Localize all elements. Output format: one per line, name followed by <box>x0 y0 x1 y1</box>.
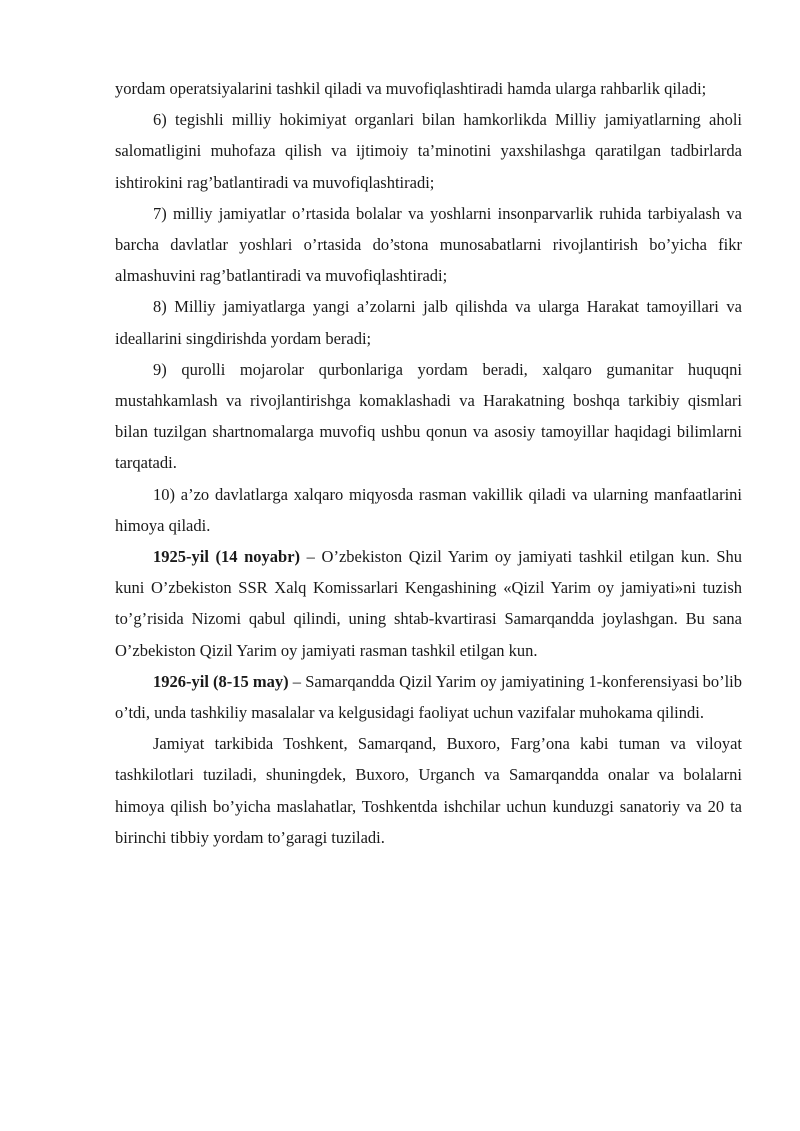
paragraph-1925-text: – O’zbekiston Qizil Yarim oy jamiyati tashkil etilgan kun. Shu kuni O’zbekiston SSR Xalq Komissarlari Kengashining «Qizil Yarim oy jamiyati»ni tuzish to’g’risida Nizomi qabul qilindi, uning shtab-kvartirasi Samarqandda joylashgan. Bu sana O’zbekiston Qizil Yarim oy jamiyati rasman tashkil etilgan kun. <box>115 547 742 660</box>
paragraph-continuation: yordam operatsiyalarini tashkil qiladi va muvofiqlashtiradi hamda ularga rahbarlik qiladi; <box>115 79 707 98</box>
paragraph-final: Jamiyat tarkibida Toshkent, Samarqand, Buxoro, Farg’ona kabi tuman va viloyat tashkilotlari tuziladi, shuningdek, Buxoro, Urganch va Samarqandda onalar va bolalarni himoya qilish bo’yicha maslahatlar, Toshkentda ishchilar uchun kunduzgi sanatoriy va 20 ta birinchi tibbiy yordam to’garagi tuziladi. <box>115 734 742 847</box>
paragraph-item-8: 8) Milliy jamiyatlarga yangi a’zolarni jalb qilishda va ularga Harakat tamoyillari va ideallarini singdirishda yordam beradi; <box>115 297 742 348</box>
paragraph-1926-text: – Samarqandda Qizil Yarim oy jamiyatining 1-konferensiyasi bo’lib o’tdi, unda tashkiliy masalalar va kelgusidagi faoliyat uchun vazifalar muhokama qilindi. <box>115 671 742 723</box>
paragraph-1925 <box>115 541 742 666</box>
paragraph-item-6: 6) tegishli milliy hokimiyat organlari bilan hamkorlikda Milliy jamiyatlarning aholi salomatligini muhofaza qilish va ijtimoiy ta’minotini yaxshilashga qaratilgan tadbirlarda ishtirokini rag’batlantiradi va muvofiqlashtiradi; <box>115 110 742 192</box>
date-heading-1925: 1925-yil (14 noyabr) <box>153 547 301 567</box>
paragraph-item-7: 7) milliy jamiyatlar o’rtasida bolalar va yoshlarni insonparvarlik ruhida tarbiyalash va barcha davlatlar yoshlari o’rtasida do’stona munosabatlarni rivojlantirish bo’yicha fikr almashuvini rag’batlantiradi va muvofiqlashtiradi; <box>115 203 742 286</box>
document-page <box>115 73 742 853</box>
paragraph-item-10: 10) a’zo davlatlarga xalqaro miqyosda rasman vakillik qiladi va ularning manfaatlarini himoya qiladi. <box>115 484 742 535</box>
paragraph-item-9: 9) qurolli mojarolar qurbonlariga yordam beradi, xalqaro gumanitar huquqni mustahkamlash va rivojlantirishga komaklashadi va Harakatning boshqa tarkibiy qismlari bilan tuzilgan shartnomalarga muvofiq ushbu qonun va asosiy tamoyillar haqidagi bilimlarni tarqatadi. <box>115 359 742 473</box>
paragraph-1926 <box>115 666 742 728</box>
date-heading-1926: 1926-yil (8-15 may) <box>153 671 289 691</box>
